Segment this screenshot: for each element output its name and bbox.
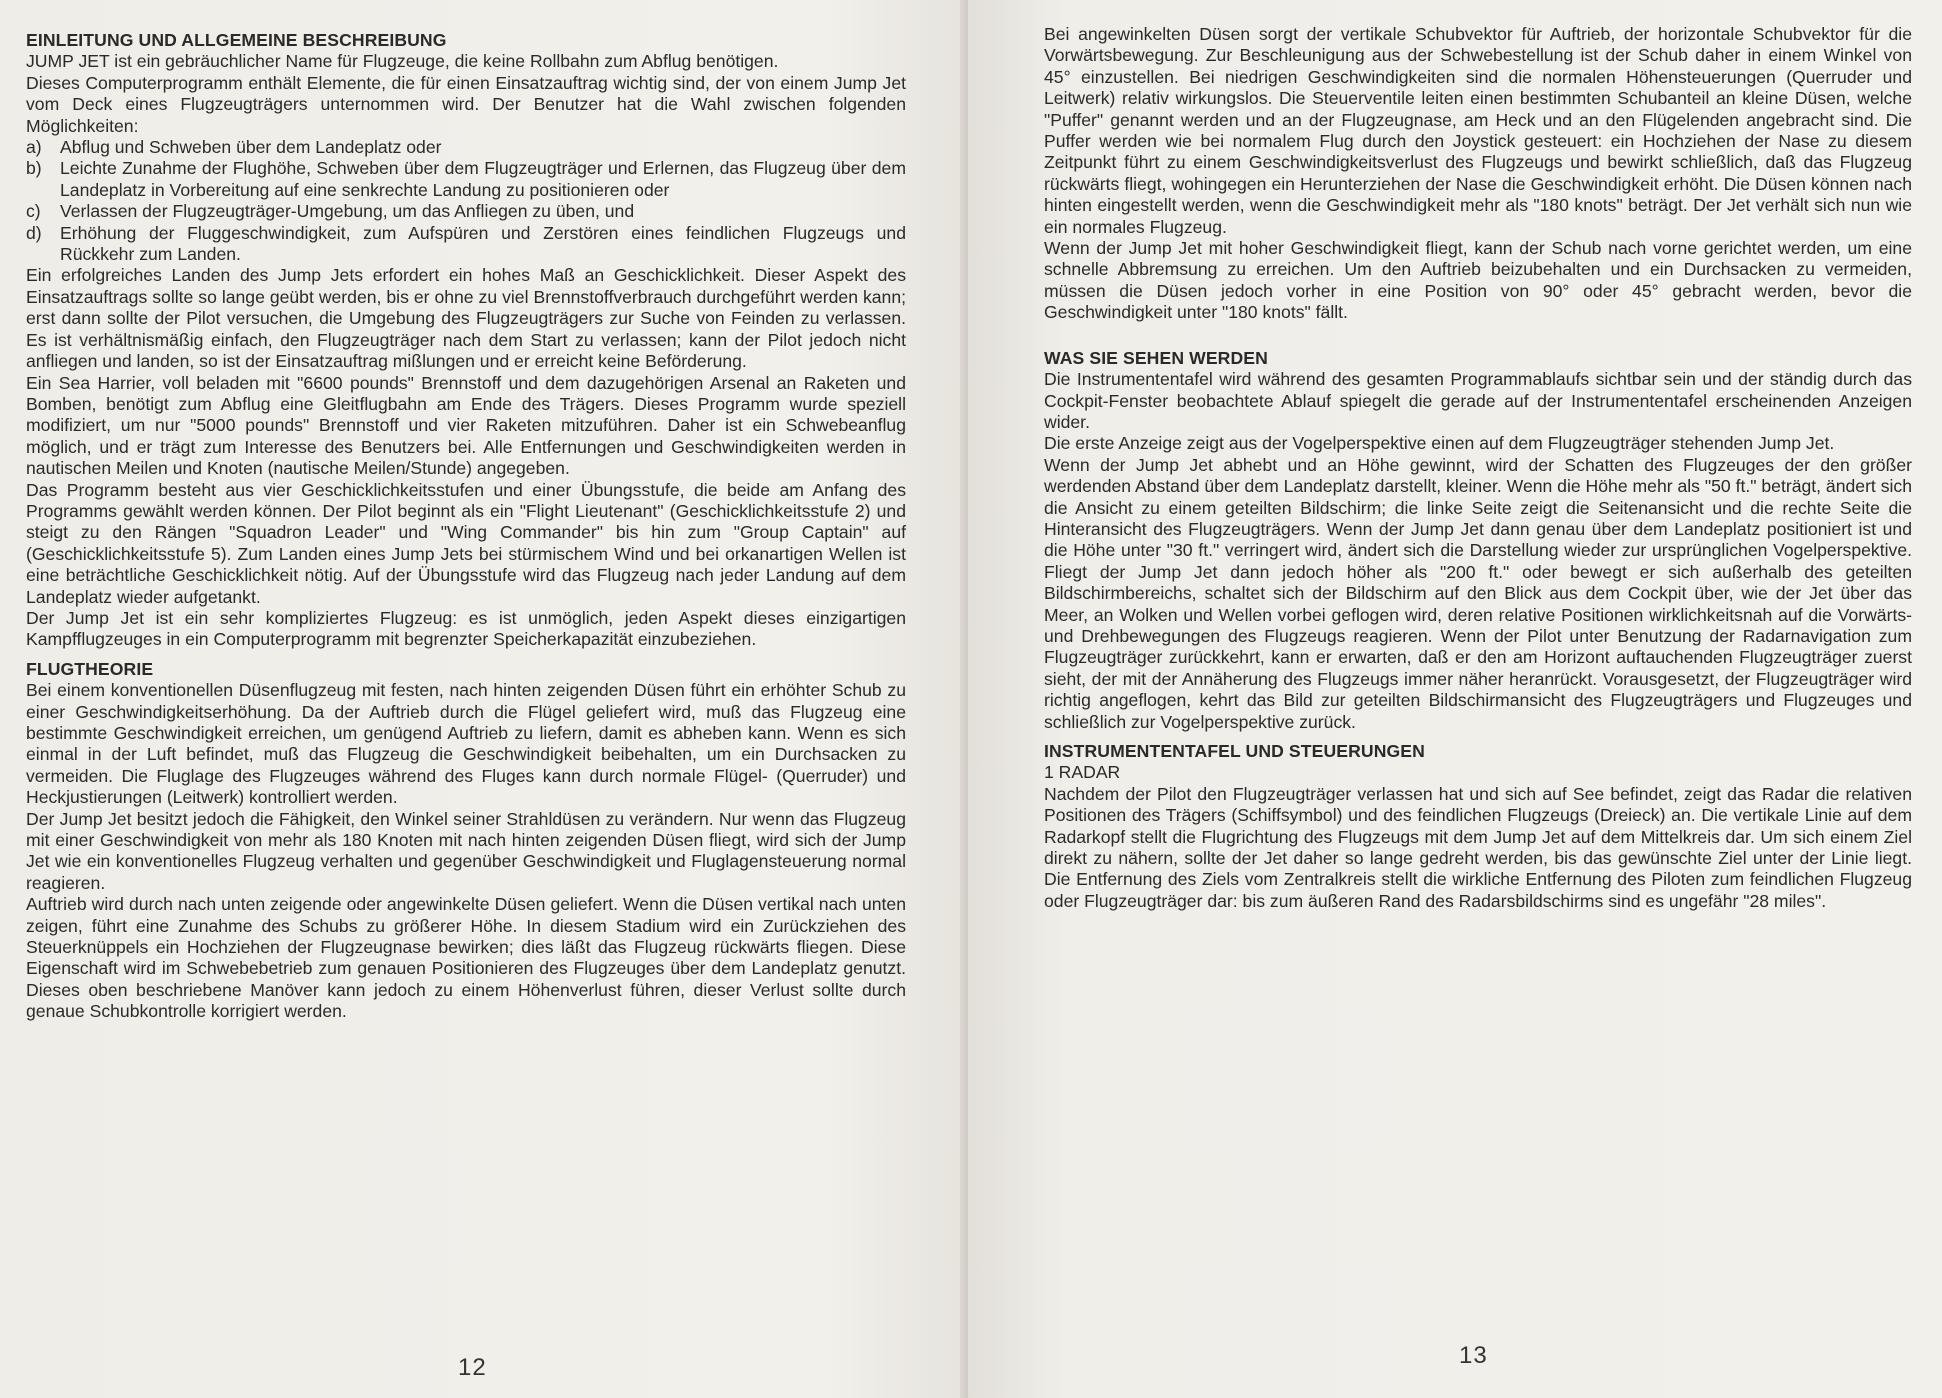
list-item-text: Erhöhung der Fluggeschwindigkeit, zum Aufspüren und Zerstören eines feindlichen Flugzeugs und Rückkehr zum Landen. bbox=[60, 222, 906, 265]
list-item-label: a) bbox=[26, 137, 42, 158]
subheading-radar: 1 RADAR bbox=[1044, 762, 1121, 783]
left-page bbox=[0, 0, 968, 1398]
paragraph: Das Programm besteht aus vier Geschicklichkeitsstufen und einer Übungsstufe, die beide am Anfang des Programms gewählt werden können. Der Pilot beginnt als ein "Flight Lieutenant" (Geschicklichkeitsstufe 2) und steigt zu den Rängen "Squadron Leader" und "Wing Commander" bis hin zum "Group Captain" auf (Geschicklichkeitsstufe 5). Zum Landen eines Jump Jets bei stürmischem Wind und bei orkanartigen Wellen ist eine beträchtliche Geschicklichkeit nötig. Auf der Übungsstufe wird das Flugzeug nach jeder Landung auf dem Landeplatz wieder aufgetankt. bbox=[26, 479, 906, 607]
heading-what-you-see: WAS SIE SEHEN WERDEN bbox=[1044, 347, 1268, 368]
paragraph: Wenn der Jump Jet abhebt und an Höhe gewinnt, wird der Schatten des Flugzeuges der den größer werdenden Abstand über dem Landeplatz darstellt, kleiner. Wenn die Höhe mehr als "50 ft." beträgt, ändert sich die Ansicht zu einem geteilten Bildschirm; die linke Seite zeigt die Seitenansicht und die rechte Seite die Hinteransicht des Flugzeugträgers. Wenn der Jump Jet dann genau über dem Landeplatz positioniert ist und die Höhe unter "30 ft." verringert wird, ändert sich die Darstellung wieder zur ursprünglichen Vogelperspektive. Fliegt der Jump Jet dann jedoch höher als "200 ft." oder bewegt er sich außerhalb des geteilten Bildschirmbereichs, schaltet sich der Bildschirm auf den Blick aus dem Cockpit über, wie der Jet über das Meer, an Wolken und Wellen vorbei geflogen wird, deren relative Positionen wirklichkeitsnah auf die Vorwärts- und Drehbewegungen des Flugzeugs reagieren. Wenn der Pilot unter Benutzung der Radarnavigation zum Flugzeugträger zurückkehrt, kann er erwarten, daß er den am Horizont auftauchenden Flugzeugträger zuerst sieht, der mit der Annäherung des Flugzeugs immer näher heranrückt. Vorausgesetzt, der Flugzeugträger wird richtig angeflogen, kehrt das Bild zur geteilten Bildschirmansicht des Flugzeugträgers und Flugzeuges und schließlich zur Vogelperspektive zurück. bbox=[1044, 454, 1912, 732]
paragraph: JUMP JET ist ein gebräuchlicher Name für Flugzeuge, die keine Rollbahn zum Abflug benötigen. bbox=[26, 51, 779, 72]
page-number: 12 bbox=[458, 1354, 487, 1381]
paragraph: Dieses Computerprogramm enthält Elemente, die für einen Einsatzauftrag wichtig sind, der von einem Jump Jet vom Deck eines Flugzeugträgers unternommen wird. Der Benutzer hat die Wahl zwischen folgenden Möglichkeiten: bbox=[26, 72, 906, 136]
right-text-column bbox=[1044, 24, 1912, 912]
list-item-text: Abflug und Schweben über dem Landeplatz oder bbox=[60, 137, 442, 158]
left-text-column bbox=[26, 30, 906, 1023]
paragraph: Bei angewinkelten Düsen sorgt der vertikale Schubvektor für Auftrieb, der horizontale Schubvektor für die Vorwärtsbewegung. Zur Beschleunigung aus der Schwebestellung ist der Schub daher in einem Winkel von 45° einzustellen. Bei niedrigen Geschwindigkeiten sind die normalen Höhensteuerungen (Querruder und Leitwerk) relativ wirkungslos. Die Steuerventile leiten einen bestimmten Schubanteil an kleine Düsen, welche "Puffer" genannt werden und an der Flugzeugnase, am Heck und an den Flügelenden angebracht sind. Die Puffer werden wie bei normalem Flug durch den Joystick gesteuert: ein Hochziehen der Nase zu diesem Zeitpunkt führt zu einem Geschwindigkeitsverlust des Flugzeugs und bewirkt schließlich, daß das Flugzeug rückwärts fliegt, wohingegen ein Herunterziehen der Nase die Geschwindigkeit erhöht. Die Düsen können nach hinten eingestellt werden, wenn die Geschwindigkeit mehr als "180 knots" beträgt. Der Jet verhält sich nun wie ein normales Flugzeug. bbox=[1044, 24, 1912, 237]
list-item-label: c) bbox=[26, 201, 41, 222]
paragraph: Auftrieb wird durch nach unten zeigende oder angewinkelte Düsen geliefert. Wenn die Düsen vertikal nach unten zeigen, führt eine Zunahme des Schubs zu größerer Höhe. In diesem Stadium wird ein Zurückziehen des Steuerknüppels ein Hochziehen der Flugzeugnase bewirken; dies läßt das Flugzeug rückwärts fliegen. Diese Eigenschaft wird im Schwebebetrieb zum genauen Positionieren des Flugzeuges über dem Landeplatz genutzt. Dieses oben beschriebene Manöver kann jedoch zu einem Höhenverlust führen, dieser Verlust sollte durch genaue Schubkontrolle korrigiert werden. bbox=[26, 894, 906, 1022]
paragraph: Die erste Anzeige zeigt aus der Vogelperspektive einen auf dem Flugzeugträger stehenden Jump Jet. bbox=[1044, 433, 1835, 454]
list-item-text: Leichte Zunahme der Flughöhe, Schweben über dem Flugzeugträger und Erlernen, das Flugzeug über dem Landeplatz in Vorbereitung auf eine senkrechte Landung zu positionieren oder bbox=[60, 158, 906, 200]
paragraph: Bei einem konventionellen Düsenflugzeug mit festen, nach hinten zeigenden Düsen führt ein erhöhter Schub zu einer Geschwindigkeitserhöhung. Da der Auftrieb durch die Flügel geliefert wird, muß das Flugzeug eine bestimmte Geschwindigkeit erreichen, um genügend Auftrieb zu liefern, damit es abheben kann. Wenn es sich einmal in der Luft befindet, muß das Flugzeug die Geschwindigkeit beibehalten, um ein Durchsacken zu vermeiden. Die Fluglage des Flugzeuges während des Fluges kann durch normale Flügel- (Querruder) und Heckjustierungen (Leitwerk) kontrolliert werden. bbox=[26, 680, 906, 808]
paragraph: Ein Sea Harrier, voll beladen mit "6600 pounds" Brennstoff und dem dazugehörigen Arsenal an Raketen und Bomben, benötigt zum Abflug eine Gleitflugbahn am Ende des Trägers. Dieses Programm wurde speziell modifiziert, um nur "5000 pounds" Brennstoff und vier Raketen mitzuführen. Daher ist ein Schwebeanflug möglich, und er trägt zum Interesse des Benutzers bei. Alle Entfernungen und Geschwindigkeiten werden in nautischen Meilen und Knoten (nautische Meilen/Stunde) angegeben. bbox=[26, 372, 906, 479]
page-number: 13 bbox=[1459, 1342, 1488, 1369]
heading-introduction: EINLEITUNG UND ALLGEMEINE BESCHREIBUNG bbox=[26, 30, 447, 50]
paragraph: Wenn der Jump Jet mit hoher Geschwindigkeit fliegt, kann der Schub nach vorne gerichtet werden, um eine schnelle Abbremsung zu erreichen. Um den Auftrieb beizubehalten und ein Durchsacken zu vermeiden, müssen die Düsen jedoch vorher in eine Position von 90° oder 45° gebracht werden, bevor die Geschwindigkeit unter "180 knots" fällt. bbox=[1044, 238, 1912, 323]
paragraph: Der Jump Jet ist ein sehr kompliziertes Flugzeug: es ist unmöglich, jeden Aspekt dieses einzigartigen Kampfflugzeuges in ein Computerprogramm mit begrenzter Speicherkapazität einzubeziehen. bbox=[26, 607, 906, 650]
list-item bbox=[26, 158, 906, 201]
list-item bbox=[26, 201, 906, 222]
paragraph: Nachdem der Pilot den Flugzeugträger verlassen hat und sich auf See befindet, zeigt das Radar die relativen Positionen des Trägers (Schiffsymbol) und des feindlichen Flugzeugs (Dreieck) an. Die vertikale Linie auf dem Radarkopf stellt die Flugrichtung des Flugzeugs mit dem Jump Jet auf dem Mittelkreis dar. Um sich einem Ziel direkt zu nähern, sollte der Jet daher so lange gedreht werden, bis das gewünschte Ziel unter der Linie liegt. Die Entfernung des Ziels vom Zentralkreis stellt die wirkliche Entfernung des Piloten zum feindlichen Flugzeug oder Flugzeugträger dar: bis zum äußeren Rand des Radarsbildschirms sind es ungefähr "28 miles". bbox=[1044, 783, 1912, 911]
list-item-label: d) bbox=[26, 222, 42, 243]
list-item-text: Verlassen der Flugzeugträger-Umgebung, um das Anfliegen zu üben, und bbox=[60, 201, 635, 222]
paragraph: Ein erfolgreiches Landen des Jump Jets erfordert ein hohes Maß an Geschicklichkeit. Dieser Aspekt des Einsatzauftrags sollte so lange geübt werden, bis er ohne zu viel Brennstoffverbrauch durchgeführt werden kann; erst dann sollte der Pilot versuchen, die Umgebung des Flugzeugträgers zur Suche von Feinden zu verlassen. Es ist verhältnismäßig einfach, den Flugzeugträger nach dem Start zu verlassen; kann der Pilot jedoch nicht anfliegen und landen, so ist der Einsatzauftrag mißlungen und er erreicht keine Beförderung. bbox=[26, 265, 906, 372]
right-page bbox=[968, 0, 1942, 1398]
list-item-label: b) bbox=[26, 158, 42, 179]
paragraph: Der Jump Jet besitzt jedoch die Fähigkeit, den Winkel seiner Strahldüsen zu verändern. Nur wenn das Flugzeug mit einer Geschwindigkeit von mehr als 180 Knoten mit nach hinten zeigenden Düsen fliegt, wird sich der Jump Jet wie ein konventionelles Flugzeug verhalten und gegenüber Geschwindigkeit und Fluglagensteuerung normal reagieren. bbox=[26, 808, 906, 893]
heading-flight-theory: FLUGTHEORIE bbox=[26, 658, 154, 679]
list-item bbox=[26, 223, 906, 266]
heading-instrument-panel: INSTRUMENTENTAFEL UND STEUERUNGEN bbox=[1044, 741, 1425, 761]
list-item bbox=[26, 137, 906, 158]
paragraph: Die Instrumententafel wird während des gesamten Programmablaufs sichtbar sein und der ständig durch das Cockpit-Fenster beobachtete Ablauf spiegelt die gerade auf der Instrumententafel erscheinenden Anzeigen wider. bbox=[1044, 369, 1912, 432]
